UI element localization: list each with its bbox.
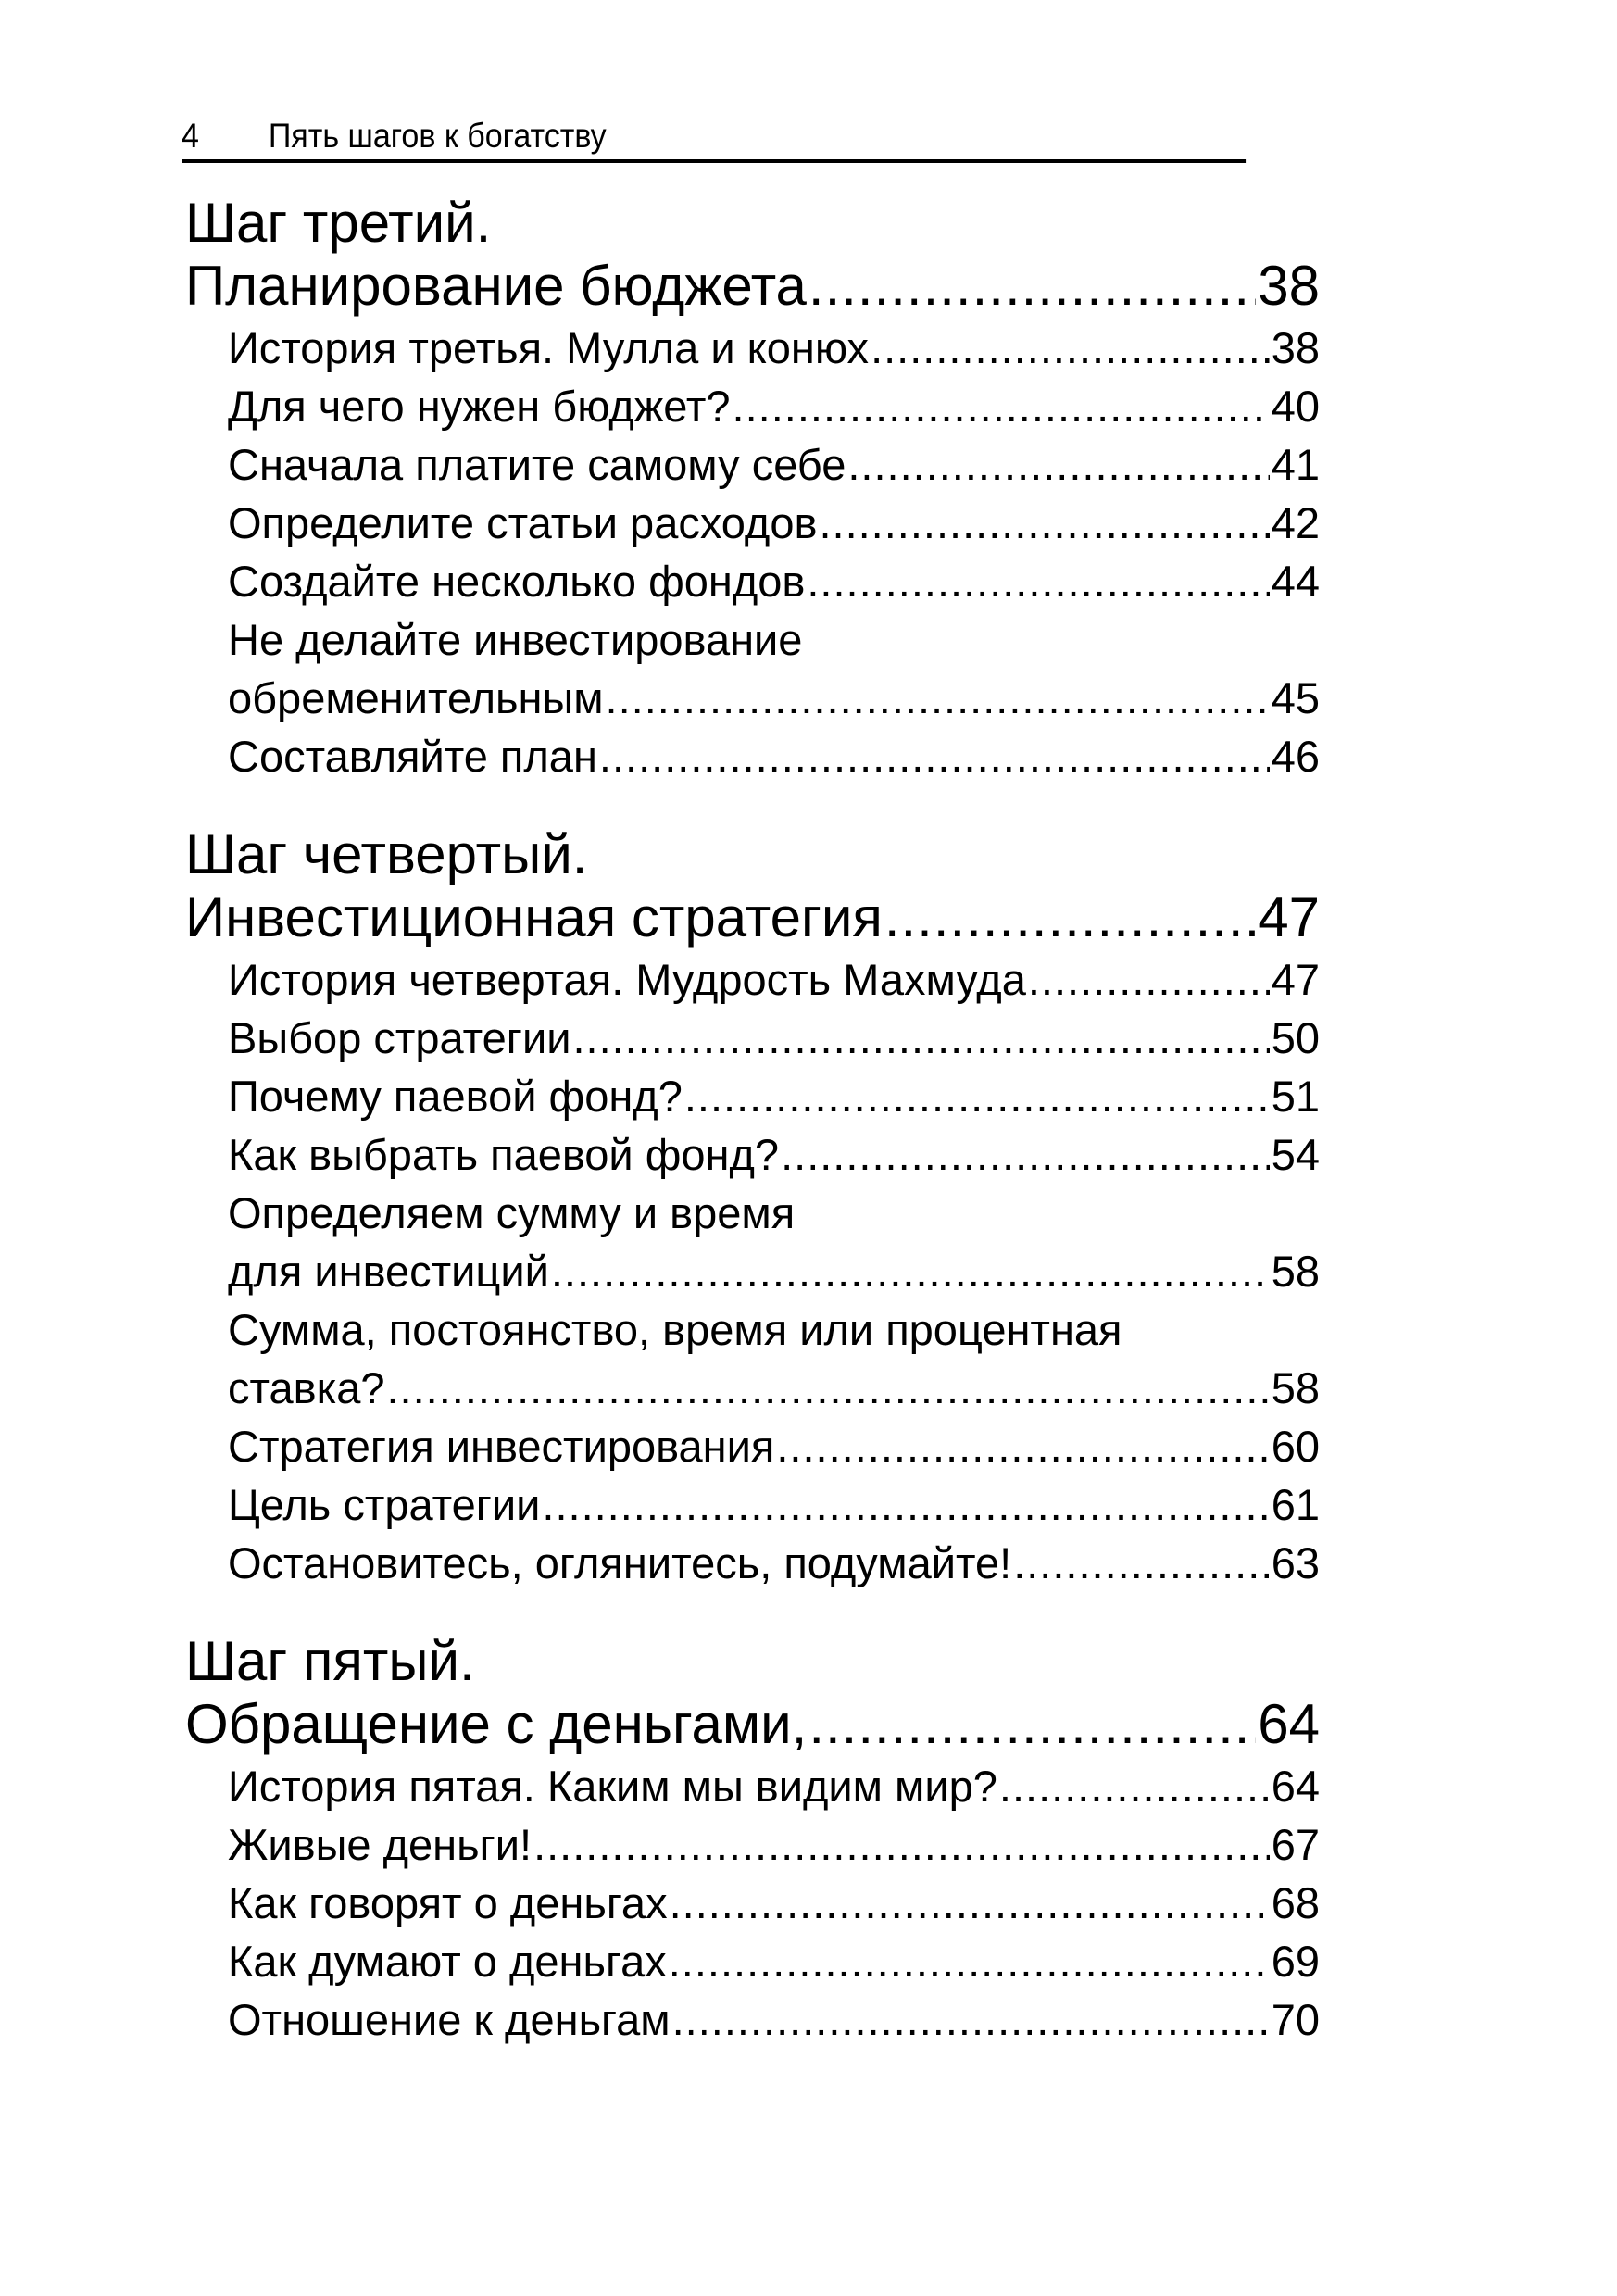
toc-entry-text: Стратегия инвестирования bbox=[228, 1422, 775, 1471]
toc-entry-page-number: 58 bbox=[1271, 1247, 1320, 1296]
dot-leader bbox=[533, 1815, 1270, 1874]
toc-section bbox=[185, 1631, 1320, 2049]
dot-leader bbox=[1028, 950, 1270, 1009]
toc-entry-page-number: 63 bbox=[1271, 1538, 1320, 1587]
toc-entry-page-number: 47 bbox=[1271, 955, 1320, 1004]
dot-leader bbox=[672, 1990, 1270, 2049]
toc-entry-text: Определите статьи расходов bbox=[228, 498, 818, 547]
toc-entry-text: История третья. Мулла и конюх bbox=[228, 323, 870, 372]
toc-entry[interactable] bbox=[185, 1184, 1320, 1300]
toc-entry-page-number: 46 bbox=[1271, 732, 1320, 781]
dot-leader bbox=[781, 1125, 1270, 1184]
dot-leader bbox=[807, 552, 1269, 610]
toc-entry-text: Цель стратегии bbox=[228, 1480, 541, 1529]
section-page-number: 38 bbox=[1258, 255, 1320, 317]
toc-entry-text: Для чего нужен бюджет? bbox=[228, 382, 731, 431]
step-heading: Шаг пятый. bbox=[185, 1630, 475, 1692]
toc-entry-page-number: 41 bbox=[1271, 440, 1320, 489]
toc-entry-page-number: 60 bbox=[1271, 1422, 1320, 1471]
toc-entry-text: обременительным bbox=[228, 673, 604, 722]
page-number: 4 bbox=[182, 117, 199, 155]
section-title: Обращение с деньгами, bbox=[185, 1693, 808, 1755]
dot-leader bbox=[776, 1417, 1269, 1475]
dot-leader bbox=[670, 1874, 1270, 1932]
toc-entry[interactable] bbox=[185, 1932, 1320, 1990]
toc-entry[interactable] bbox=[185, 552, 1320, 610]
toc-section bbox=[185, 824, 1320, 1592]
toc-entry[interactable] bbox=[185, 1300, 1320, 1417]
dot-leader bbox=[684, 1067, 1270, 1125]
toc-entry-page-number: 68 bbox=[1271, 1878, 1320, 1927]
toc-entry[interactable] bbox=[185, 1990, 1320, 2049]
toc-entry-page-number: 40 bbox=[1271, 382, 1320, 431]
toc-entry[interactable] bbox=[185, 1009, 1320, 1067]
toc-entry[interactable] bbox=[185, 377, 1320, 435]
section-title: Инвестиционная стратегия bbox=[185, 886, 883, 948]
section-page-number: 64 bbox=[1258, 1693, 1320, 1755]
toc-entry-text: Сумма, постоянство, время или процентная bbox=[228, 1305, 1122, 1354]
table-of-contents bbox=[185, 193, 1320, 2049]
toc-entry-text: Выбор стратегии bbox=[228, 1013, 571, 1062]
toc-entry-page-number: 67 bbox=[1271, 1820, 1320, 1869]
dot-leader bbox=[1013, 1534, 1270, 1592]
toc-entry-page-number: 42 bbox=[1271, 498, 1320, 547]
toc-entry-text: Составляйте план bbox=[228, 732, 597, 781]
dot-leader bbox=[606, 669, 1270, 727]
toc-entry-text: Живые деньги! bbox=[228, 1820, 533, 1869]
toc-entry-page-number: 54 bbox=[1271, 1130, 1320, 1179]
toc-entry-text: История пятая. Каким мы видим мир? bbox=[228, 1762, 997, 1811]
toc-entry[interactable] bbox=[185, 1475, 1320, 1534]
dot-leader bbox=[999, 1757, 1270, 1815]
dot-leader bbox=[847, 435, 1269, 494]
toc-entry[interactable] bbox=[185, 1534, 1320, 1592]
toc-entry-text: Почему паевой фонд? bbox=[228, 1072, 683, 1121]
section-title: Планирование бюджета bbox=[185, 255, 807, 317]
toc-entry-text: История четвертая. Мудрость Махмуда bbox=[228, 955, 1026, 1004]
toc-entry-page-number: 45 bbox=[1271, 673, 1320, 722]
toc-entry[interactable] bbox=[185, 950, 1320, 1009]
dot-leader bbox=[542, 1475, 1269, 1534]
section-title-line[interactable] bbox=[185, 254, 1320, 319]
toc-entry[interactable] bbox=[185, 1417, 1320, 1475]
dot-leader bbox=[819, 494, 1269, 552]
toc-entry-text: Не делайте инвестирование bbox=[228, 615, 803, 664]
section-title-line[interactable] bbox=[185, 1692, 1320, 1757]
toc-entry-text: Создайте несколько фондов bbox=[228, 557, 806, 606]
toc-entry-text: Как думают о деньгах bbox=[228, 1937, 667, 1986]
dot-leader bbox=[808, 254, 1256, 319]
toc-entry[interactable] bbox=[185, 494, 1320, 552]
dot-leader bbox=[386, 1359, 1269, 1417]
toc-entry[interactable] bbox=[185, 727, 1320, 785]
running-header bbox=[182, 113, 1246, 163]
toc-entry[interactable] bbox=[185, 1815, 1320, 1874]
toc-entry-page-number: 69 bbox=[1271, 1937, 1320, 1986]
toc-entry-page-number: 44 bbox=[1271, 557, 1320, 606]
toc-entry[interactable] bbox=[185, 1757, 1320, 1815]
dot-leader bbox=[871, 319, 1270, 377]
dot-leader bbox=[572, 1009, 1269, 1067]
toc-entry[interactable] bbox=[185, 319, 1320, 377]
section-title-line[interactable] bbox=[185, 885, 1320, 950]
toc-entry-text: Остановитесь, оглянитесь, подумайте! bbox=[228, 1538, 1012, 1587]
toc-entry[interactable] bbox=[185, 1067, 1320, 1125]
dot-leader bbox=[599, 727, 1270, 785]
toc-entry-text: Сначала платите самому себе bbox=[228, 440, 846, 489]
dot-leader bbox=[551, 1242, 1270, 1300]
toc-entry-page-number: 61 bbox=[1271, 1480, 1320, 1529]
toc-entry-page-number: 64 bbox=[1271, 1762, 1320, 1811]
toc-entry-text: Как говорят о деньгах bbox=[228, 1878, 668, 1927]
dot-leader bbox=[733, 377, 1270, 435]
book-title: Пять шагов к богатству bbox=[268, 117, 607, 155]
toc-entry-page-number: 70 bbox=[1271, 1995, 1320, 2044]
section-page-number: 47 bbox=[1258, 886, 1320, 948]
toc-entry-page-number: 38 bbox=[1271, 323, 1320, 372]
toc-section bbox=[185, 193, 1320, 785]
toc-entry[interactable] bbox=[185, 1874, 1320, 1932]
step-heading: Шаг третий. bbox=[185, 192, 492, 254]
toc-entry-page-number: 58 bbox=[1271, 1363, 1320, 1412]
toc-entry[interactable] bbox=[185, 435, 1320, 494]
dot-leader bbox=[808, 1692, 1256, 1757]
toc-entry-text: для инвестиций bbox=[228, 1247, 549, 1296]
toc-entry-text: Определяем сумму и время bbox=[228, 1188, 796, 1237]
toc-entry-text: Отношение к деньгам bbox=[228, 1995, 671, 2044]
dot-leader bbox=[884, 885, 1256, 950]
toc-entry[interactable] bbox=[185, 1125, 1320, 1184]
toc-entry[interactable] bbox=[185, 610, 1320, 727]
step-heading: Шаг четвертый. bbox=[185, 823, 588, 885]
toc-entry-text: ставка? bbox=[228, 1363, 385, 1412]
toc-entry-text: Как выбрать паевой фонд? bbox=[228, 1130, 780, 1179]
dot-leader bbox=[669, 1932, 1270, 1990]
toc-entry-page-number: 50 bbox=[1271, 1013, 1320, 1062]
toc-entry-page-number: 51 bbox=[1271, 1072, 1320, 1121]
